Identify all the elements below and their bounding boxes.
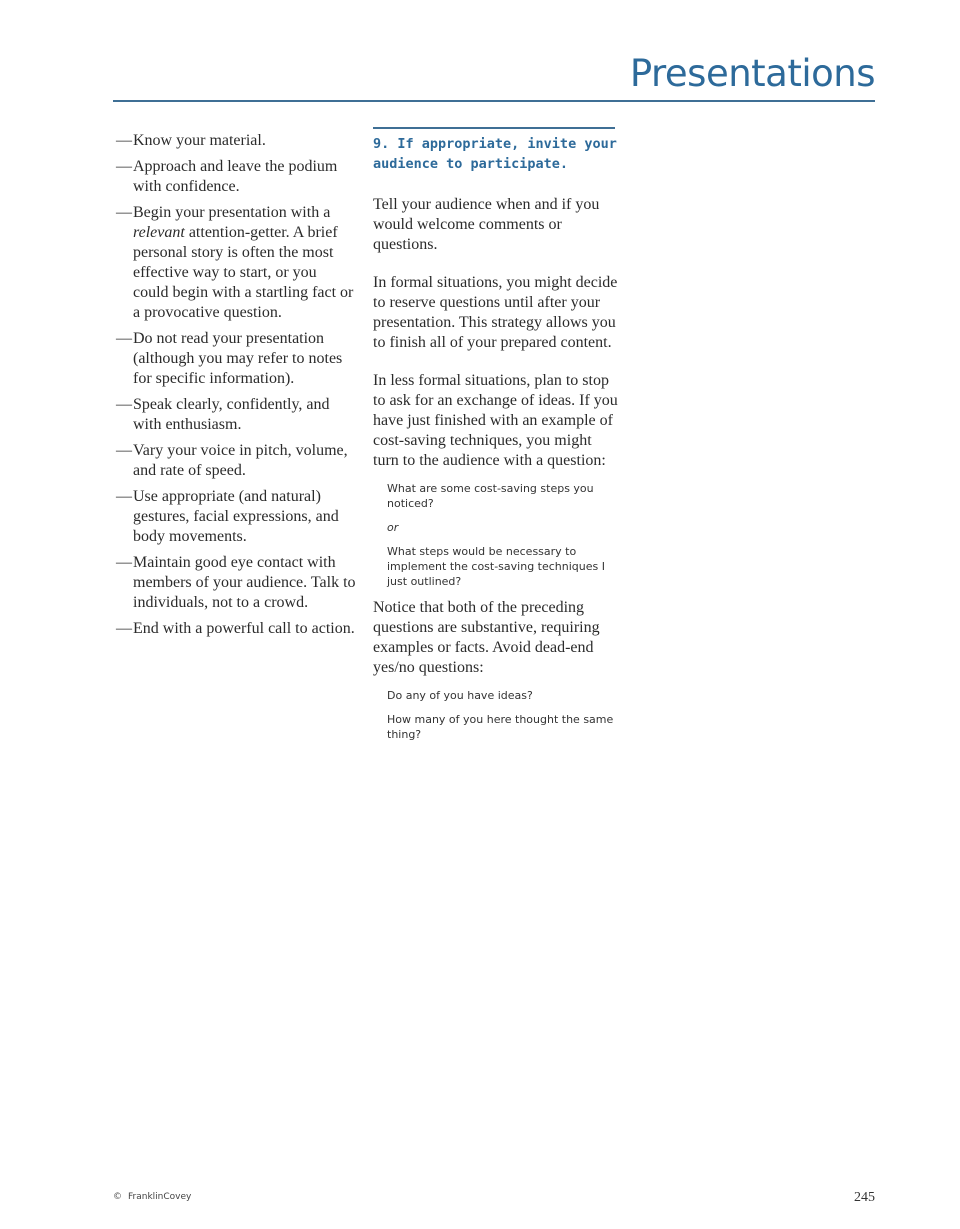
paragraph: Tell your audience when and if you would welcome comments or questions. (373, 196, 600, 253)
example-question: Do any of you have ideas? (387, 689, 533, 702)
dash-bullet: — (116, 330, 132, 347)
tips-list (116, 131, 356, 639)
list-item (116, 487, 356, 547)
list-item (116, 395, 356, 435)
example-question: How many of you here thought the same thing? (387, 713, 614, 741)
dash-bullet: — (116, 132, 132, 149)
footer-copyright (113, 1192, 191, 1202)
list-item (116, 131, 356, 151)
copyright-icon: © (113, 1192, 122, 1202)
example-question: What are some cost-saving steps you noticed? (387, 482, 594, 510)
tip-text: Use appropriate (and natural) gestures, facial expressions, and body movements. (133, 488, 339, 545)
tip-text-end: attention-getter. A brief personal story is often the most effective way to start, or you could begin with a startling fact or a provocative question. (133, 224, 354, 321)
page-number: 245 (854, 1190, 875, 1205)
list-item (116, 553, 356, 613)
section-heading: 9. If appropriate, invite your audience to participate. (373, 136, 617, 172)
paragraph: In less formal situations, plan to stop to ask for an exchange of ideas. If you have just finished with an example of cost-saving techniques, you might turn to the audience with a question: (373, 372, 618, 469)
list-item (116, 157, 356, 197)
dash-bullet: — (116, 158, 132, 175)
list-item (116, 203, 356, 323)
dash-bullet: — (116, 554, 132, 571)
dash-bullet: — (116, 204, 132, 221)
list-item (116, 441, 356, 481)
section-divider (373, 127, 615, 129)
tip-text: Maintain good eye contact with members of your audience. Talk to individuals, not to a crowd. (133, 554, 356, 611)
dash-bullet: — (116, 620, 132, 637)
dash-bullet: — (116, 442, 132, 459)
tips-column (116, 131, 356, 645)
tip-text: End with a powerful call to action. (133, 620, 355, 637)
list-item (116, 329, 356, 389)
tip-text: Vary your voice in pitch, volume, and rate of speed. (133, 442, 348, 479)
brand-name: FranklinCovey (128, 1192, 192, 1202)
tip-text-start: Begin your presentation with a (133, 204, 331, 221)
section-column (373, 127, 618, 751)
dash-bullet: — (116, 488, 132, 505)
dash-bullet: — (116, 396, 132, 413)
paragraph: In formal situations, you might decide to reserve questions until after your presentation. This strategy allows you to finish all of your prepared content. (373, 274, 618, 351)
or-separator: or (387, 521, 399, 534)
example-question: What steps would be necessary to implement the cost-saving techniques I just outlined? (387, 545, 605, 588)
tip-text-emphasis: relevant (133, 224, 185, 241)
tip-text: Know your material. (133, 132, 266, 149)
tip-text: Speak clearly, confidently, and with enthusiasm. (133, 396, 330, 433)
paragraph: Notice that both of the preceding questions are substantive, requiring examples or facts. Avoid dead-end yes/no questions: (373, 599, 600, 676)
tip-text: Approach and leave the podium with confidence. (133, 158, 338, 195)
tip-text: Do not read your presentation (although you may refer to notes for specific information). (133, 330, 343, 387)
page-title: Presentations (629, 52, 875, 95)
list-item (116, 619, 356, 639)
title-divider (113, 100, 875, 102)
